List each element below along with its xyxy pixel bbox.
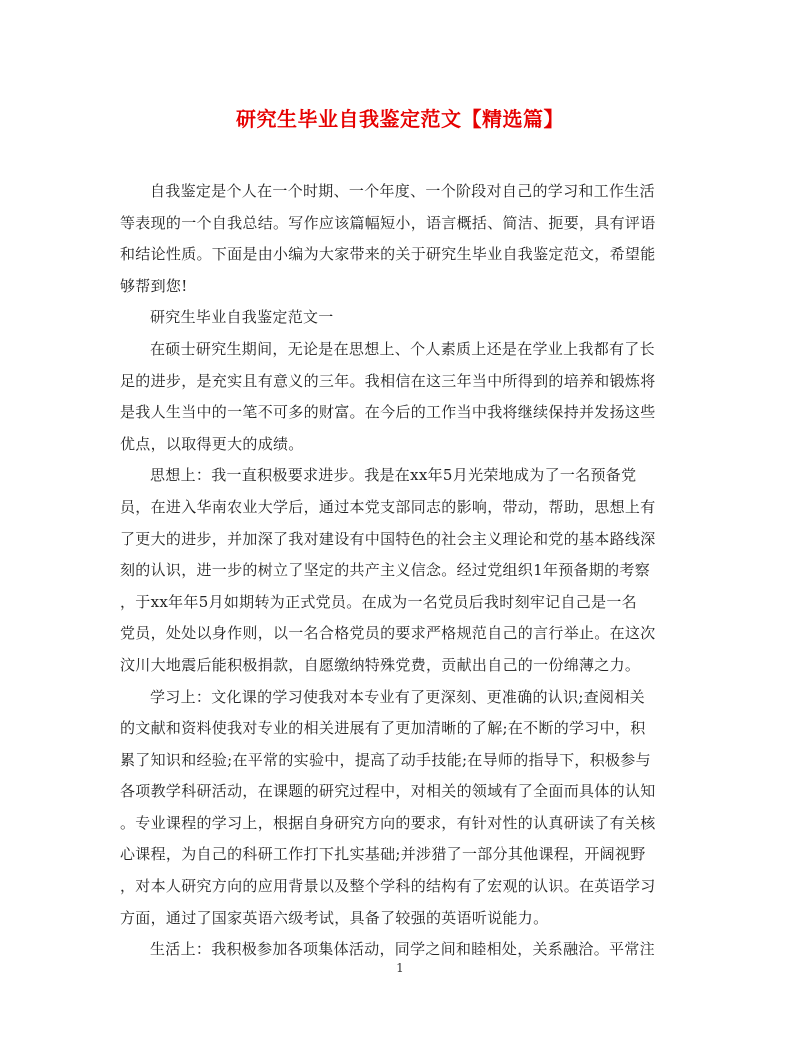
text-line: 是我人生当中的一笔不可多的财富。在今后的工作当中我将继续保持并发扬这些 bbox=[120, 403, 656, 422]
text-line: 累了知识和经验;在平常的实验中，提高了动手技能;在导师的指导下，积极参与 bbox=[120, 750, 651, 769]
text-line: 刻的认识，进一步的树立了坚定的共产主义信念。经过党组织1年预备期的考察 bbox=[120, 561, 651, 580]
text-line: 员，在进入华南农业大学后，通过本党支部同志的影响，带动，帮助，思想上有 bbox=[120, 497, 656, 516]
overview-paragraph bbox=[120, 334, 680, 460]
text-line: 研究生毕业自我鉴定范文一 bbox=[150, 308, 334, 327]
text-line: 的文献和资料使我对专业的相关进展有了更加清晰的了解;在不断的学习中，积 bbox=[120, 719, 646, 738]
text-line: 思想上：我一直积极要求进步。我是在xx年5月光荣地成为了一名预备党 bbox=[150, 466, 637, 485]
text-line: ，于xx年年5月如期转为正式党员。在成为一名党员后我时刻牢记自己是一名 bbox=[120, 592, 637, 611]
study-paragraph bbox=[120, 682, 680, 935]
text-line: 优点，以取得更大的成绩。 bbox=[120, 434, 304, 453]
document-body bbox=[120, 176, 680, 966]
intro-paragraph bbox=[120, 176, 680, 302]
text-line: 等表现的一个自我总结。写作应该篇幅短小，语言概括、简洁、扼要，具有评语 bbox=[120, 213, 656, 232]
text-line: 自我鉴定是个人在一个时期、一个年度、一个阶段对自己的学习和工作生活 bbox=[150, 182, 655, 200]
text-line: 了更大的进步，并加深了我对建设有中国特色的社会主义理论和党的基本路线深 bbox=[120, 529, 656, 548]
text-line: 各项教学科研活动，在课题的研究过程中，对相关的领域有了全面而具体的认知 bbox=[120, 782, 656, 801]
text-line: 足的进步，是充实且有意义的三年。我相信在这三年当中所得到的培养和锻炼将 bbox=[120, 371, 656, 390]
text-line: 党员，处处以身作则，以一名合格党员的要求严格规范自己的言行举止。在这次 bbox=[120, 624, 656, 643]
document-title: 研究生毕业自我鉴定范文【精选篇】 bbox=[236, 107, 564, 131]
text-line: 学习上：文化课的学习使我对本专业有了更深刻、更准确的认识;查阅相关 bbox=[150, 687, 645, 706]
text-line: 汶川大地震后能积极捐款，自愿缴纳特殊党费，贡献出自己的一份绵薄之力。 bbox=[120, 655, 641, 674]
ideology-paragraph bbox=[120, 460, 680, 681]
text-line: 和结论性质。下面是由小编为大家带来的关于研究生毕业自我鉴定范文，希望能 bbox=[120, 245, 656, 264]
section-heading bbox=[120, 302, 680, 334]
text-line: 在硕士研究生期间，无论是在思想上、个人素质上还是在学业上我都有了长 bbox=[150, 339, 655, 358]
text-line: 够帮到您! bbox=[120, 276, 188, 295]
text-line: 。专业课程的学习上，根据自身研究方向的要求，有针对性的认真研读了有关核 bbox=[120, 813, 656, 832]
text-line: ，对本人研究方向的应用背景以及整个学科的结构有了宏观的认识。在英语学习 bbox=[120, 877, 656, 896]
text-line: 心课程，为自己的科研工作打下扎实基础;并涉猎了一部分其他课程，开阔视野 bbox=[120, 845, 646, 864]
text-line: 方面，通过了国家英语六级考试，具备了较强的英语听说能力。 bbox=[120, 908, 549, 927]
page-number: 1 bbox=[396, 961, 404, 975]
text-line: 生活上：我积极参加各项集体活动，同学之间和睦相处，关系融洽。平常注 bbox=[150, 940, 655, 959]
